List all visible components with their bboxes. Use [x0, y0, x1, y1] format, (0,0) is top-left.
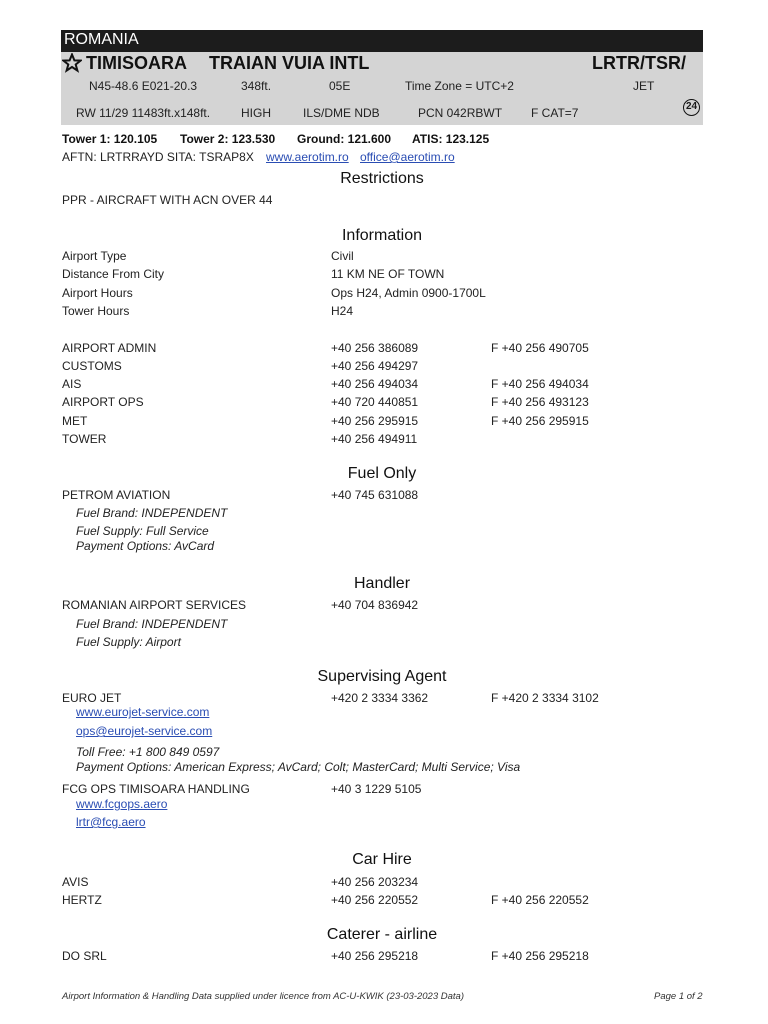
agent-website-link[interactable]: www.eurojet-service.com	[76, 705, 210, 719]
contact-phone: +40 256 295915	[331, 414, 419, 428]
fuel-only-heading: Fuel Only	[347, 465, 417, 482]
caterer-heading: Caterer - airline	[326, 926, 438, 943]
agent-tollfree: Toll Free: +1 800 849 0597	[76, 745, 220, 759]
pcn: PCN 042RBWT	[418, 106, 503, 120]
website-link[interactable]: www.aerotim.ro	[266, 150, 349, 164]
supervising-agent-heading: Supervising Agent	[317, 668, 447, 685]
agent-phone: +40 3 1229 5105	[331, 782, 422, 796]
agent-payment: Payment Options: American Express; AvCard; Colt; MasterCard; Multi Service; Visa	[76, 760, 521, 774]
car-hire-phone: +40 256 220552	[331, 893, 419, 907]
contact-fax: F +40 256 490705	[491, 341, 589, 355]
caterer-fax: F +40 256 295218	[491, 949, 589, 963]
agent-fax: F +420 2 3334 3102	[491, 691, 599, 705]
info-label: Airport Hours	[62, 286, 133, 300]
airport-codes: LRTR/TSR/	[592, 53, 686, 73]
info-value: Ops H24, Admin 0900-1700L	[331, 286, 486, 300]
contact-label: TOWER	[62, 432, 107, 446]
contact-phone: +40 256 494297	[331, 359, 419, 373]
magnetic-variation: 05E	[329, 79, 351, 93]
contact-fax: F +40 256 493123	[491, 395, 589, 409]
car-hire-fax: F +40 256 220552	[491, 893, 589, 907]
agent-website-link[interactable]: www.fcgops.aero	[76, 797, 168, 811]
agent-email-link[interactable]: lrtr@fcg.aero	[76, 815, 146, 829]
agent-email-link[interactable]: ops@eurojet-service.com	[76, 724, 213, 738]
car-hire-name: AVIS	[62, 875, 89, 889]
fuel-supplier-phone: +40 745 631088	[331, 488, 419, 502]
restriction-text: PPR - AIRCRAFT WITH ACN OVER 44	[62, 193, 273, 207]
handler-fuel-brand: Fuel Brand: INDEPENDENT	[76, 617, 228, 631]
fuel-supplier-name: PETROM AVIATION	[62, 488, 171, 502]
information-heading: Information	[341, 227, 423, 244]
info-label: Tower Hours	[62, 304, 130, 318]
caterer-phone: +40 256 295218	[331, 949, 419, 963]
car-hire-name: HERTZ	[62, 893, 102, 907]
contact-phone: +40 720 440851	[331, 395, 419, 409]
elevation: 348ft.	[241, 79, 272, 93]
country-bar	[61, 30, 703, 52]
airport-name-full: TRAIAN VUIA INTL	[209, 53, 370, 73]
star-icon	[62, 53, 82, 78]
tower2-frequency: Tower 2: 123.530	[180, 132, 276, 146]
info-label: Airport Type	[62, 249, 127, 263]
info-value: Civil	[331, 249, 354, 263]
handler-name: ROMANIAN AIRPORT SERVICES	[62, 598, 247, 612]
aftn-sita: AFTN: LRTRRAYD SITA: TSRAP8X	[62, 150, 254, 164]
page-number: Page 1 of 2	[654, 991, 703, 1002]
page-badge: 24	[683, 99, 700, 116]
contact-label: CUSTOMS	[62, 359, 122, 373]
info-value: 11 KM NE OF TOWN	[331, 267, 445, 281]
ground-frequency: Ground: 121.600	[297, 132, 392, 146]
country-title: ROMANIA	[64, 31, 139, 48]
contact-label: MET	[62, 414, 88, 428]
agent-name: EURO JET	[62, 691, 122, 705]
contact-fax: F +40 256 295915	[491, 414, 589, 428]
coordinates: N45-48.6 E021-20.3	[89, 79, 198, 93]
caterer-name: DO SRL	[62, 949, 107, 963]
contact-label: AIRPORT OPS	[62, 395, 144, 409]
car-hire-phone: +40 256 203234	[331, 875, 419, 889]
agent-name: FCG OPS TIMISOARA HANDLING	[62, 782, 250, 796]
info-label: Distance From City	[62, 267, 165, 281]
fire-category: F CAT=7	[531, 106, 579, 120]
contact-fax: F +40 256 494034	[491, 377, 589, 391]
atis-frequency: ATIS: 123.125	[412, 132, 490, 146]
contact-phone: +40 256 494911	[331, 432, 418, 446]
car-hire-heading: Car Hire	[352, 851, 412, 868]
runway-info: RW 11/29 11483ft.x148ft.	[76, 106, 211, 120]
contact-phone: +40 256 494034	[331, 377, 419, 391]
approach-aids: ILS/DME NDB	[303, 106, 380, 120]
email-link[interactable]: office@aerotim.ro	[360, 150, 455, 164]
lighting: HIGH	[241, 106, 271, 120]
timezone: Time Zone = UTC+2	[405, 79, 514, 93]
fuel-payment: Payment Options: AvCard	[76, 539, 215, 553]
restrictions-heading: Restrictions	[340, 170, 424, 187]
fuel-supply: Fuel Supply: Full Service	[76, 524, 209, 538]
fuel-type: JET	[633, 79, 655, 93]
handler-heading: Handler	[353, 575, 411, 592]
agent-phone: +420 2 3334 3362	[331, 691, 429, 705]
handler-fuel-supply: Fuel Supply: Airport	[76, 635, 181, 649]
footer-source: Airport Information & Handling Data supplied under licence from AC-U-KWIK (23-03-2023 Data)	[62, 991, 464, 1002]
contact-label: AIRPORT ADMIN	[62, 341, 157, 355]
tower1-frequency: Tower 1: 120.105	[62, 132, 158, 146]
fuel-brand: Fuel Brand: INDEPENDENT	[76, 506, 228, 520]
contact-label: AIS	[62, 377, 82, 391]
handler-phone: +40 704 836942	[331, 598, 419, 612]
airport-name: TIMISOARA	[86, 53, 187, 73]
info-value: H24	[331, 304, 354, 318]
contact-phone: +40 256 386089	[331, 341, 419, 355]
